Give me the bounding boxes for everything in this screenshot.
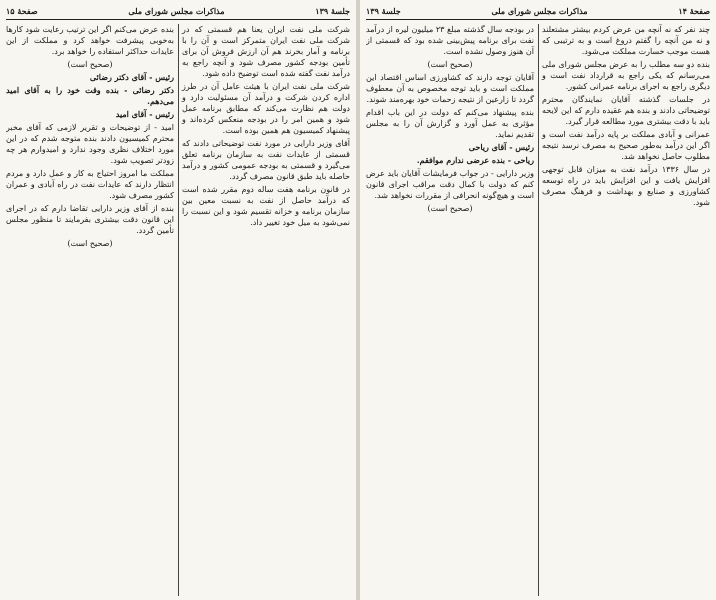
paragraph: بنده عرض می‌کنم اگر این ترتیب رعایت شود کارها به‌خوبی پیشرفت خواهد کرد و مملکت از این عایدات حداکثر استفاده را خواهد برد. [6, 25, 174, 56]
right-session-label: جلسهٔ ۱۳۹ [366, 6, 401, 16]
paragraph: شرکت ملی نفت ایران یعنا هم قسمتی که در شرکت ملی نفت ایران متمرکز است و آن را با برنامه و آمار بخرند هم آن ارزش فروش آن برای تأمین بودجه کشور مصرف شود و آنچه راجع به درآمد نفت گفته شده است توضیح داده شود. [182, 25, 350, 78]
applause-note: (صحیح است) [427, 60, 473, 69]
left-page-header [6, 4, 350, 18]
left-session-label: جلسهٔ ۱۳۹ [315, 6, 350, 16]
applause-note: (صحیح است) [67, 60, 113, 69]
speaker-line: دکتر رضائی - بنده وقت خود را به آقای امید می‌دهم. [6, 85, 174, 106]
left-page-number: صفحهٔ ۱۵ [6, 6, 38, 16]
right-header-rule [366, 19, 710, 20]
paragraph: در جلسات گذشته آقایان نمایندگان محترم توضیحاتی دادند و بنده هم عقیده دارم که این لایحه باید با دقت بیشتری مورد مطالعه قرار گیرد. [542, 95, 710, 126]
right-page-header [366, 4, 710, 18]
paragraph: مملکت ما امروز احتیاج به کار و عمل دارد و مردم انتظار دارند که عایدات نفت در راه آبادی و عمران کشور مصرف شود. [6, 169, 174, 200]
paragraph: در قانون برنامه هفت ساله دوم مقرر شده است که درآمد حاصل از نفت به نسبت معین بین سازمان برنامه و خزانه تقسیم شود و این نسبت را نمی‌شود به میل خود تغییر داد. [182, 185, 350, 227]
paragraph: بنده دو سه مطلب را به عرض مجلس شورای ملی می‌رسانم که یکی راجع به قرارداد نفت است و دیگری راجع به اجرای برنامه عمرانی کشور. [542, 60, 710, 91]
applause-note: (صحیح است) [427, 204, 473, 213]
applause-note: (صحیح است) [67, 239, 113, 248]
speaker-line: ریاحی - بنده عرضی ندارم موافقم. [416, 155, 534, 165]
right-page-number: صفحهٔ ۱۴ [678, 6, 710, 16]
paragraph: شرکت ملی نفت ایران با هیئت عامل آن در طرز اداره کردن شرکت و درآمد آن مسئولیت دارد و دولت هم نظارت می‌کند که مطابق برنامه عمل شود و همین امر را در بودجه منعکس کرده‌اند و پیشنهاد کمیسیون هم همین بوده است. [182, 82, 350, 135]
paragraph: آقای وزیر دارایی در مورد نفت توضیحاتی دادند که قسمتی از عایدات نفت به سازمان برنامه تعلق می‌گیرد و قسمتی به بودجه عمومی کشور و درآمد حاصله باید طبق قانون مصرف گردد. [182, 139, 350, 181]
paragraph: آقایان توجه دارند که کشاورزی اساس اقتصاد این مملکت است و باید توجه مخصوص به آن معطوف گردد تا زارعین از نتیجه زحمات خود بهره‌مند شوند. [366, 73, 534, 104]
paragraph: وزیر دارایی - در جواب فرمایشات آقایان باید عرض کنم که دولت با کمال دقت مراقب اجرای قانون است و هیچ‌گونه انحرافی از مقررات نخواهد شد. [366, 169, 534, 200]
paragraph: در سال ۱۳۳۶ درآمد نفت به میزان قابل توجهی افزایش یافت و این افزایش باید در راه توسعه کشاورزی و صنایع و بهداشت و فرهنگ مصرف شود. [542, 165, 710, 207]
right-page [360, 0, 716, 600]
left-journal-title: مذاکرات مجلس شورای ملی [128, 6, 225, 16]
left-header-rule [6, 19, 350, 20]
paragraph: عمرانی و آبادی مملکت بر پایه درآمد نفت است و اگر این درآمد به‌طور صحیح به مصرف نرسد نتیجه مطلوب حاصل نخواهد شد. [542, 130, 710, 161]
left-page-body [6, 24, 350, 596]
paragraph: چند نفر که نه آنچه من عرض کردم بیشتر مشتعلند و نه من آنچه را گفتم دروغ است و به ترتیبی که هست موجب خسارت مملکت می‌شود. [542, 25, 710, 56]
left-page [0, 0, 356, 600]
speaker-line: رئیس - آقای دکتر رضائی [89, 72, 174, 82]
paragraph: بنده پیشنهاد می‌کنم که دولت در این باب اقدام مؤثری به عمل آورد و گزارش آن را به مجلس تقدیم نماید. [366, 108, 534, 139]
paragraph: بنده از آقای وزیر دارایی تقاضا دارم که در اجرای این قانون دقت بیشتری بفرمایند تا منظور مجلس تأمین گردد. [6, 204, 174, 235]
speaker-line: رئیس - آقای ریاحی [468, 142, 534, 152]
right-journal-title: مذاکرات مجلس شورای ملی [491, 6, 588, 16]
paragraph: در بودجه سال گذشته مبلغ ۲۳ میلیون لیره از درآمد نفت برای برنامه پیش‌بینی شده بود که قسمتی از آن هنوز وصول نشده است. [366, 25, 534, 56]
speaker-line: رئیس - آقای امید [115, 109, 174, 119]
paragraph: امید - از توضیحات و تقریر لازمی که آقای مخبر محترم کمیسیون دادند بنده متوجه شدم که در این مورد اختلاف نظری وجود ندارد و امیدوارم هر چه زودتر تصویب شود. [6, 123, 174, 165]
right-page-body [366, 24, 710, 596]
